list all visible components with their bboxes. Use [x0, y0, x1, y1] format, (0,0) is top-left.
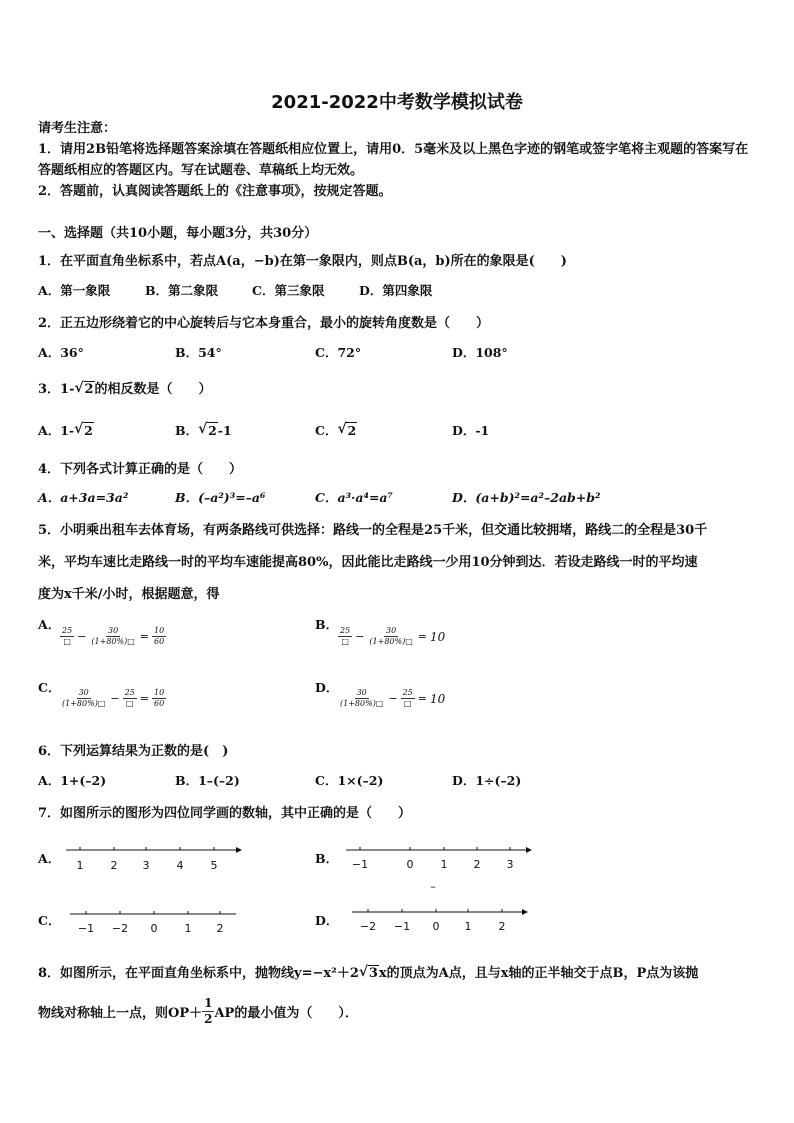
tick-label: 1: [440, 858, 448, 871]
notice-item-1: 1．请用2B铅笔将选择题答案涂填在答题纸相应位置上，请用0．5毫米及以上黑色字迹的钢笔或签字笔将主观题的答案写在答题纸相应的答题区内。写在试题卷、草稿纸上均无效。: [38, 142, 749, 178]
q6-option-a: A．1+(–2): [38, 773, 107, 788]
q4-option-a: A．a+3a=3a²: [38, 490, 129, 505]
q7-stem: 7．如图所示的图形为四位同学画的数轴，其中正确的是（ ）: [38, 806, 412, 821]
q1-option-a: A．第一象限: [38, 283, 111, 298]
q3-option-c: C．√ 2: [315, 421, 357, 439]
tick-label: 5: [210, 859, 218, 872]
section-heading: 一、选择题（共10小题，每小题3分，共30分）: [38, 226, 318, 241]
q6-option-c: C．1×(–2): [315, 773, 384, 788]
q4-option-b: B．(–a²)³=–a⁶: [175, 490, 266, 505]
fraction-one-half: $\frac{1}{2}$: [204, 996, 213, 1026]
page-title: 2021-2022中考数学模拟试卷: [271, 92, 523, 113]
number-line-a: [62, 838, 244, 874]
q6-option-b: B．1–(–2): [175, 773, 240, 788]
q1-option-b: B．第二象限: [145, 283, 219, 298]
q1-stem: 1．在平面直角坐标系中，若点A(a，−b)在第一象限内，则点B(a，b)所在的象限是( ): [38, 254, 567, 269]
q1-option-d: D．第四象限: [359, 283, 433, 298]
q3-stem: 3．1-√ 2的相反数是（ ）: [38, 378, 212, 397]
tick-label: 4: [176, 859, 184, 872]
q2-stem: 2．正五边形绕着它的中心旋转后与它本身重合，最小的旋转角度数是（ ）: [38, 316, 490, 331]
tick-label: −2: [111, 922, 129, 935]
q7-option-d-label: D．: [315, 913, 339, 928]
tick-label: 2: [216, 922, 224, 935]
tick-label: 2: [110, 859, 118, 872]
q2-option-d: D．108°: [452, 345, 508, 360]
tick-label: −1: [351, 858, 369, 871]
tick-label: 0: [150, 922, 158, 935]
q2-option-a: A．36°: [38, 345, 84, 360]
tick-label: −2: [359, 920, 377, 933]
q5-option-a-label: A．: [38, 617, 61, 632]
q4-option-d: D．(a+b)²=a²–2ab+b²: [452, 490, 601, 505]
tick-label: 2: [473, 858, 481, 871]
q5-stem-line2: 米，平均车速比走路线一时的平均车速能提高80%，因此能比走路线一少用10分钟到达．若设走路线一时的平均速: [38, 555, 698, 570]
q3-option-a: A．1-√ 2: [38, 421, 94, 439]
q5-option-c-label: C．: [38, 680, 61, 695]
q4-stem: 4．下列各式计算正确的是（ ）: [38, 462, 243, 477]
q5-option-a-equation: $\frac{25}{□}$ − $\frac{30}{(1+80\%)□}$ = $\frac{10}{60}$: [62, 626, 165, 646]
notice-heading: 请考生注意：: [38, 121, 117, 136]
q2-option-c: C．72°: [315, 345, 362, 360]
number-line-d: [348, 902, 534, 938]
q7-option-b-label: B．: [315, 851, 339, 866]
q5-stem-line3: 度为x千米/小时，根据题意，得: [38, 587, 220, 602]
tick-label: 0: [432, 920, 440, 933]
tick-label: 0: [406, 858, 414, 871]
q3-option-b: B．√ 2-1: [175, 421, 232, 439]
q5-stem-line1: 5．小明乘出租车去体育场，有两条路线可供选择：路线一的全程是25千米，但交通比较拥堵，路线二的全程是30千: [38, 523, 708, 538]
tick-label: 3: [142, 859, 150, 872]
q4-option-c: C．a³·a⁴=a⁷: [315, 490, 393, 505]
tick-label: 1: [464, 920, 472, 933]
q1-option-c: C．第三象限: [252, 283, 325, 298]
tick-label: 1: [184, 922, 192, 935]
notice-item-2: 2．答题前，认真阅读答题纸上的《注意事项》，按规定答题。: [38, 184, 392, 199]
q5-option-d-label: D．: [315, 680, 339, 695]
number-line-b: [340, 838, 536, 894]
q7-option-c-label: C．: [38, 913, 61, 928]
tick-label: −1: [77, 922, 95, 935]
q5-option-b-label: B．: [315, 617, 339, 632]
stray-dash: –: [430, 880, 436, 893]
q6-option-d: D．1÷(–2): [452, 773, 522, 788]
q5-option-b-equation: $\frac{25}{□}$ − $\frac{30}{(1+80\%)□}$ = 10: [340, 626, 446, 646]
q8-stem-line1: 8．如图所示，在平面直角坐标系中，抛物线y=−x²＋2√ 3x的顶点为A点，且与x轴的正半轴交于点B，P点为该抛: [38, 962, 698, 981]
sqrt-symbol: √ 2: [75, 382, 95, 397]
q3-option-d: D．-1: [452, 423, 490, 438]
tick-label: −1: [393, 920, 411, 933]
q5-option-c-equation: $\frac{30}{(1+80\%)□}$ − $\frac{25}{□}$ = $\frac{10}{60}$: [62, 688, 165, 708]
tick-label: 2: [498, 920, 506, 933]
number-line-c: [66, 902, 242, 938]
tick-label: 1: [76, 859, 84, 872]
q2-option-b: B．54°: [175, 345, 222, 360]
q8-stem-line2: 物线对称轴上一点，则OP＋ $\frac{1}{2}$ AP的最小值为（ ）．: [38, 996, 358, 1026]
q5-option-d-equation: $\frac{30}{(1+80\%)□}$ − $\frac{25}{□}$ = 10: [340, 688, 446, 708]
q6-stem: 6．下列运算结果为正数的是( ): [38, 744, 229, 759]
q7-option-a-label: A．: [38, 851, 61, 866]
tick-label: 3: [506, 858, 514, 871]
